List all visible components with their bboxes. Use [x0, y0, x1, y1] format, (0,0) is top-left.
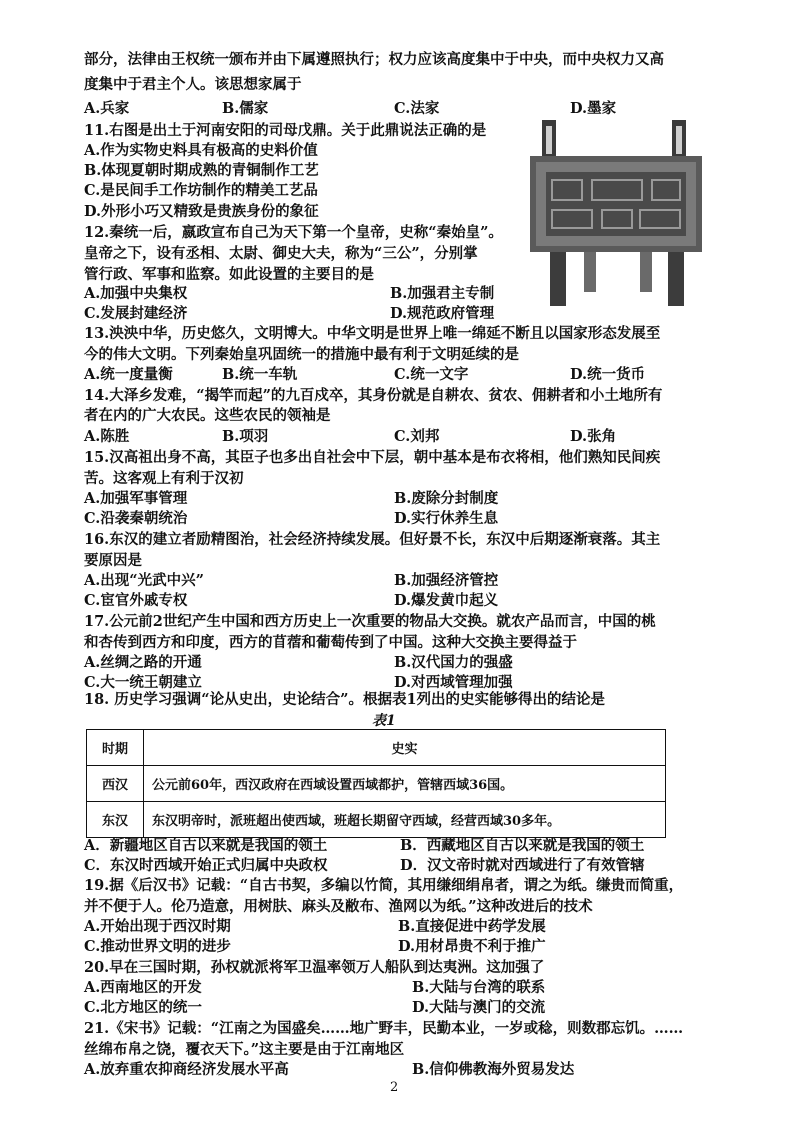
q20-stem: 20.早在三国时期，孙权就派将军卫温率领万人船队到达夷洲。这加强了	[84, 959, 545, 976]
q18-option-b: B．西藏地区自古以来就是我国的领土	[400, 837, 645, 854]
q14-option-d: D.张角	[570, 428, 617, 445]
q19-option-b: B.直接促进中药学发展	[398, 918, 546, 935]
q15-stem-line: 15.汉高祖出身不高，其臣子也多出自社会中下层，朝中基本是布衣将相，他们熟知民间疾	[84, 449, 661, 466]
table-header-period: 时期	[87, 730, 144, 766]
q17-stem-line: 和杏传到西方和印度，西方的苜蓿和葡萄传到了中国。这种大交换主要得益于	[84, 634, 577, 651]
q16-option-b: B.加强经济管控	[394, 572, 499, 589]
q18-option-d: D．汉文帝时就对西域进行了有效管辖	[400, 857, 645, 874]
table-header-facts: 史实	[144, 730, 666, 766]
q12-option-a: A.加强中央集权	[84, 285, 188, 302]
q11-option-b: B.体现夏朝时期成熟的青铜制作工艺	[84, 162, 319, 179]
q16-option-a: A.出现“光武中兴”	[84, 572, 204, 589]
table-cell-fact: 公元前60年，西汉政府在西域设置西域都护，管辖西域36国。	[144, 766, 666, 802]
q16-option-d: D.爆发黄巾起义	[394, 592, 499, 609]
q15-option-b: B.废除分封制度	[394, 490, 499, 507]
q20-option-a: A.西南地区的开发	[84, 979, 202, 996]
table-cell-period: 西汉	[87, 766, 144, 802]
q14-stem-line: 者在内的广大农民。这些农民的领袖是	[84, 407, 331, 424]
q14-stem-line: 14.大泽乡发难，“揭竿而起”的九百戍卒，其身份就是自耕农、贫农、佣耕者和小土地所有	[84, 387, 663, 404]
q14-option-a: A.陈胜	[84, 428, 130, 445]
q13-option-a: A.统一度量衡	[84, 366, 173, 383]
q13-option-b: B.统一车轨	[222, 366, 298, 383]
q11-option-c: C.是民间手工作坊制作的精美工艺品	[84, 182, 318, 199]
bronze-ding-image	[522, 118, 712, 308]
q12-stem-line: 皇帝之下，设有丞相、太尉、御史大夫，称为“三公”，分别掌	[84, 245, 478, 262]
q13-stem-line: 13.泱泱中华，历史悠久，文明博大。中华文明是世界上唯一绵延不断且以国家形态发展至	[84, 325, 661, 342]
q11-option-a: A.作为实物史料具有极高的史料价值	[84, 142, 318, 159]
q11-option-d: D.外形小巧又精致是贵族身份的象征	[84, 203, 319, 220]
q20-option-d: D.大陆与澳门的交流	[412, 999, 546, 1016]
q14-option-c: C.刘邦	[394, 428, 440, 445]
q18-option-a: A．新疆地区自古以来就是我国的领土	[84, 837, 328, 854]
q15-option-a: A.加强军事管理	[84, 490, 188, 507]
q10-option-d: D.墨家	[570, 100, 617, 117]
q19-stem-line: 并不便于人。伦乃造意，用树肤、麻头及敝布、渔网以为纸。”这种改进后的技术	[84, 898, 593, 915]
q18-option-c: C．东汉时西域开始正式归属中央政权	[84, 857, 328, 874]
page-number: 2	[390, 1080, 399, 1095]
q21-option-b: B.信仰佛教海外贸易发达	[412, 1061, 575, 1078]
q19-option-d: D.用材昂贵不利于推广	[398, 938, 546, 955]
history-table	[86, 729, 666, 838]
table-cell-fact: 东汉明帝时，派班超出使西域，班超长期留守西域，经营西域30多年。	[144, 802, 666, 838]
q15-stem-line: 苦。这客观上有利于汉初	[84, 470, 244, 487]
q10-option-a: A.兵家	[84, 100, 130, 117]
q12-stem-line: 管行政、军事和监察。如此设置的主要目的是	[84, 266, 374, 283]
q17-stem-line: 17.公元前2世纪产生中国和西方历史上一次重要的物品大交换。就农产品而言，中国的桃	[84, 613, 656, 630]
q12-option-c: C.发展封建经济	[84, 305, 188, 322]
q16-stem-line: 要原因是	[84, 552, 142, 569]
q19-option-a: A.开始出现于西汉时期	[84, 918, 231, 935]
q17-option-c: C.大一统王朝建立	[84, 674, 202, 691]
q20-option-c: C.北方地区的统一	[84, 999, 202, 1016]
table-header-row	[87, 730, 666, 766]
q12-stem-line: 12.秦统一后，嬴政宣布自己为天下第一个皇帝，史称“秦始皇”。	[84, 224, 503, 241]
q10-stem-line: 部分，法律由王权统一颁布并由下属遵照执行；权力应该高度集中于中央，而中央权力又高	[84, 51, 664, 68]
q10-option-b: B.儒家	[222, 100, 269, 117]
q11-stem: 11.右图是出土于河南安阳的司母戊鼎。关于此鼎说法正确的是	[84, 122, 487, 139]
q13-option-c: C.统一文字	[394, 366, 469, 383]
q16-option-c: C.宦官外戚专权	[84, 592, 188, 609]
q15-option-c: C.沿袭秦朝统治	[84, 510, 188, 527]
q14-option-b: B.项羽	[222, 428, 269, 445]
q10-stem-line: 度集中于君主个人。该思想家属于	[84, 76, 302, 93]
q20-option-b: B.大陆与台湾的联系	[412, 979, 546, 996]
q19-option-c: C.推动世界文明的进步	[84, 938, 231, 955]
q18-stem: 18. 历史学习强调“论从史出，史论结合”。根据表1列出的史实能够得出的结论是	[84, 691, 606, 708]
q17-option-b: B.汉代国力的强盛	[394, 654, 513, 671]
table-cell-period: 东汉	[87, 802, 144, 838]
table-title: 表1	[372, 713, 396, 729]
q21-stem-line: 丝绵布帛之饶，覆衣天下。”这主要是由于江南地区	[84, 1041, 405, 1058]
q13-option-d: D.统一货币	[570, 366, 646, 383]
q21-option-a: A.放弃重农抑商经济发展水平高	[84, 1061, 289, 1078]
q21-stem-line: 21.《宋书》记载：“江南之为国盛矣……地广野丰，民勤本业，一岁或稔，则数郡忘饥。……	[84, 1020, 684, 1037]
q13-stem-line: 今的伟大文明。下列秦始皇巩固统一的措施中最有利于文明延续的是	[84, 346, 519, 363]
q17-option-a: A.丝绸之路的开通	[84, 654, 202, 671]
q10-option-c: C.法家	[394, 100, 440, 117]
q15-option-d: D.实行休养生息	[394, 510, 499, 527]
table-row	[87, 766, 666, 802]
table-row	[87, 802, 666, 838]
q17-option-d: D.对西域管理加强	[394, 674, 513, 691]
q12-option-d: D.规范政府管理	[390, 305, 495, 322]
q19-stem-line: 19.据《后汉书》记载：“自古书契，多编以竹简，其用缣细绢帛者，谓之为纸。缣贵而简重，	[84, 877, 684, 894]
q12-option-b: B.加强君主专制	[390, 285, 495, 302]
q16-stem-line: 16.东汉的建立者励精图治，社会经济持续发展。但好景不长，东汉中后期逐渐衰落。其主	[84, 531, 661, 548]
